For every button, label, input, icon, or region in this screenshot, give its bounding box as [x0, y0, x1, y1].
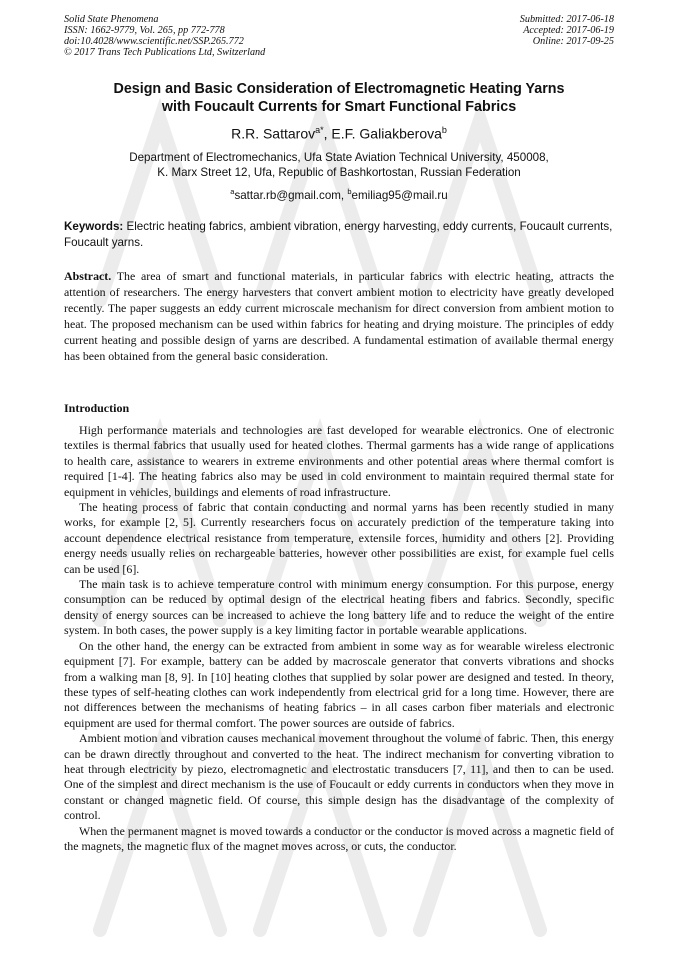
- title-line: Design and Basic Consideration of Electromagnetic Heating Yarns: [113, 81, 565, 97]
- submitted-date: Submitted: 2017-06-18: [519, 14, 614, 25]
- body-paragraph: High performance materials and technologies are fast developed for wearable electronics. One of electronic textiles is thermal fabrics that usually used for heated clothes. Thermal garments has a wide range of applications to health care, assistance to wearers in extreme environments and other potential areas where thermal comfort is required [1-4]. The heating fabrics also may be used in cold environment to maintain required thermal state for equipment in vehicles, buildings and elements of road infrastructure.: [64, 423, 614, 499]
- affiliation-line: K. Marx Street 12, Ufa, Republic of Bashkortostan, Russian Federation: [157, 166, 521, 179]
- author-affil-mark: b: [441, 125, 447, 135]
- keywords-text: Electric heating fabrics, ambient vibration, energy harvesting, eddy currents, Foucault currents, Foucault yarns.: [64, 220, 613, 249]
- body-paragraph: On the other hand, the energy can be extracted from ambient in some way as for wearable wireless electronic equipment [7]. For example, battery can be added by macroscale generator that converts vibrations and shocks from a walking man [8, 9]. In [10] heating clothes that supplied by solar power are designed and tested. In theory, these types of self-heating clothes can work independently from electrical grid for a long time. However, there are not differences between the mechanisms of heating fabrics – in all cases carbon fiber materials and electronic equipment are used for thermal comfort. The power sources are outside of fabrics.: [64, 638, 614, 730]
- abstract-label: Abstract.: [64, 269, 112, 283]
- body-paragraph: The heating process of fabric that contain conducting and normal yarns has been recently studied in many works, for example [2, 5]. Currently researchers focus on accurately prediction of the temperature taking into account dependence electrical resistance from temperature, extensile forces, humidity and others [2]. Providing energy needs usually relies on rechargeable batteries, however other possibilities are exist, for example fuel cells can be used [6].: [64, 500, 614, 576]
- title-line: with Foucault Currents for Smart Functional Fabrics: [161, 99, 517, 115]
- section-heading: Introduction: [64, 401, 130, 415]
- affiliation: [64, 150, 614, 180]
- affiliation-line: Department of Electromechanics, Ufa State Aviation Technical University, 450008,: [129, 151, 549, 164]
- author-list: [64, 121, 614, 143]
- paper-title: [64, 80, 614, 116]
- email-mark: b: [347, 187, 352, 196]
- email-link[interactable]: emiliag95@mail.ru: [351, 188, 448, 202]
- author-name: R.R. Sattarov: [231, 125, 316, 142]
- journal-info: [64, 14, 265, 58]
- journal-doi: doi:10.4028/www.scientific.net/SSP.265.772: [64, 36, 244, 47]
- author-separator: ,: [323, 125, 332, 142]
- abstract-block: [64, 268, 614, 364]
- body-paragraph: The main task is to achieve temperature control with minimum energy consumption. For this purpose, energy consumption can be reduced by optimal design of the electrical heating fibers and fabrics. Secondly, specific density of energy sources can be increased to achieve the long battery life and to reduce the weight of the entire system. In both cases, the power supply is a key limiting factor in portable wearable applications.: [64, 577, 614, 638]
- journal-name: Solid State Phenomena: [64, 14, 159, 25]
- introduction-body: [64, 423, 614, 854]
- online-date: Online: 2017-09-25: [532, 36, 614, 47]
- author-emails: [64, 184, 614, 203]
- journal-copyright: © 2017 Trans Tech Publications Ltd, Switzerland: [64, 47, 266, 58]
- accepted-date: Accepted: 2017-06-19: [523, 25, 614, 36]
- author-name: E.F. Galiakberova: [331, 125, 442, 142]
- abstract-text: The area of smart and functional materials, in particular fabrics with electric heating, attracts the attention of researchers. The energy harvesters that convert ambient motion to electricity have greatly developed recently. The paper suggests an eddy current microscale mechanism for direct conversion from ambient motion to heat. The proposed mechanism can be used within fabrics for heating and drying moisture. The principles of eddy current heating and possible design of yarns are described. A fundamental estimation of available thermal energy has been obtained from the general basic consideration.: [64, 269, 614, 363]
- keywords-block: [64, 219, 614, 251]
- email-link[interactable]: sattar.rb@gmail.com,: [234, 188, 348, 202]
- author-affil-mark: a*: [315, 125, 324, 135]
- email-mark: a: [230, 187, 235, 196]
- keywords-label: Keywords:: [64, 220, 124, 233]
- submission-dates: [520, 14, 614, 47]
- body-paragraph: Ambient motion and vibration causes mechanical movement throughout the volume of fabric. Then, this energy can be drawn directly throughout and converted to the heat. The indirect mechanism for converting vibration to heat through electricity by piezo, electromagnetic and electrostatic transducers [7, 11], and then to can be used. One of the simplest and direct mechanism is the use of Foucault or eddy currents in conductors when they move in constant or changed magnetic field. Of course, this simple design has the disadvantage of the complexity of control.: [64, 731, 614, 823]
- body-paragraph: When the permanent magnet is moved towards a conductor or the conductor is moved across a magnetic field of the magnets, the magnetic flux of the magnet moves across, or cuts, the conductor.: [64, 823, 614, 853]
- journal-issn: ISSN: 1662-9779, Vol. 265, pp 772-778: [64, 25, 225, 36]
